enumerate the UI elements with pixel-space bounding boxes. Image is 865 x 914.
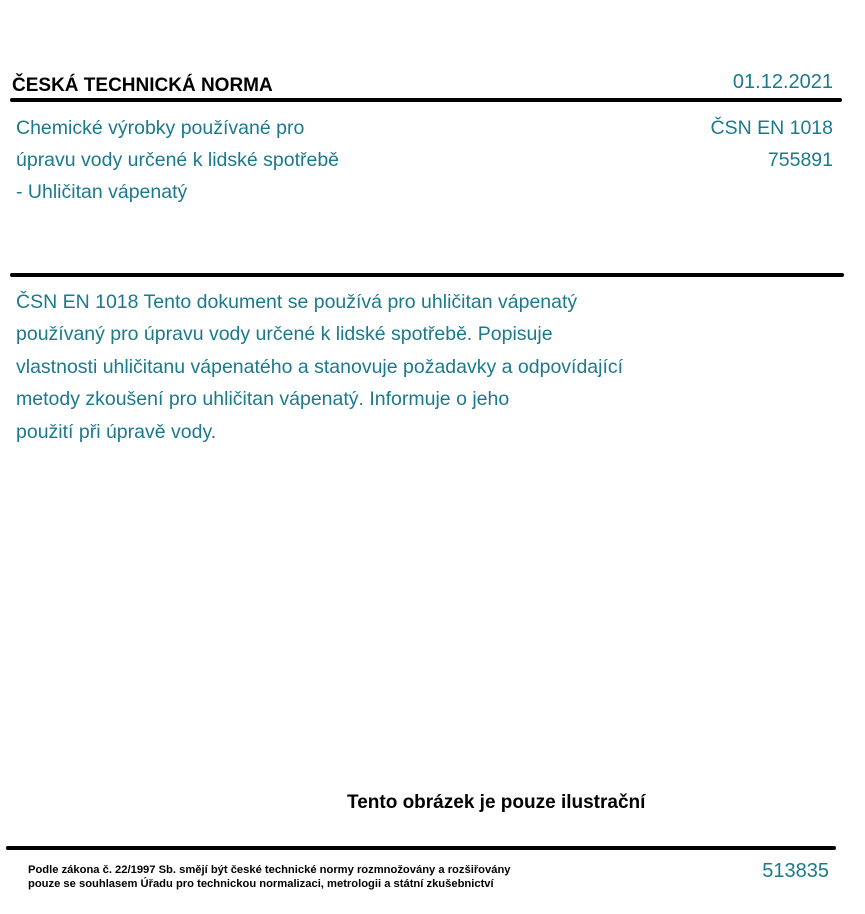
publication-date: 01.12.2021 xyxy=(732,71,833,93)
section-divider xyxy=(10,273,844,277)
legal-notice-line-2: pouze se souhlasem Úřadu pro technickou normalizaci, metrologii a státní zkušebnictví xyxy=(28,878,494,890)
standard-title-line-3: - Uhličitan vápenatý xyxy=(16,181,188,203)
description-line-1: ČSN EN 1018 Tento dokument se používá pro uhličitan vápenatý xyxy=(16,291,578,313)
description-line-4: metody zkoušení pro uhličitan vápenatý. Informuje o jeho xyxy=(16,388,510,410)
document-type-heading: ČESKÁ TECHNICKÁ NORMA xyxy=(12,75,273,96)
legal-notice-line-1: Podle zákona č. 22/1997 Sb. smějí být české technické normy rozmnožovány a rozšiřovány xyxy=(28,864,511,876)
description-line-3: vlastnosti uhličitanu vápenatého a stanovuje požadavky a odpovídající xyxy=(16,356,624,378)
footer-divider xyxy=(6,846,836,850)
description-line-5: použití při úpravě vody. xyxy=(16,421,217,443)
description-line-2: používaný pro úpravu vody určené k lidské spotřebě. Popisuje xyxy=(16,323,553,345)
classification-number: 755891 xyxy=(767,149,833,171)
standard-designation: ČSN EN 1018 xyxy=(710,117,833,139)
standard-title-line-1: Chemické výrobky používané pro xyxy=(16,117,305,139)
standard-title-line-2: úpravu vody určené k lidské spotřebě xyxy=(16,149,340,171)
illustration-disclaimer: Tento obrázek je pouze ilustrační xyxy=(347,792,646,813)
document-code: 513835 xyxy=(762,860,829,882)
header-divider xyxy=(10,98,842,102)
